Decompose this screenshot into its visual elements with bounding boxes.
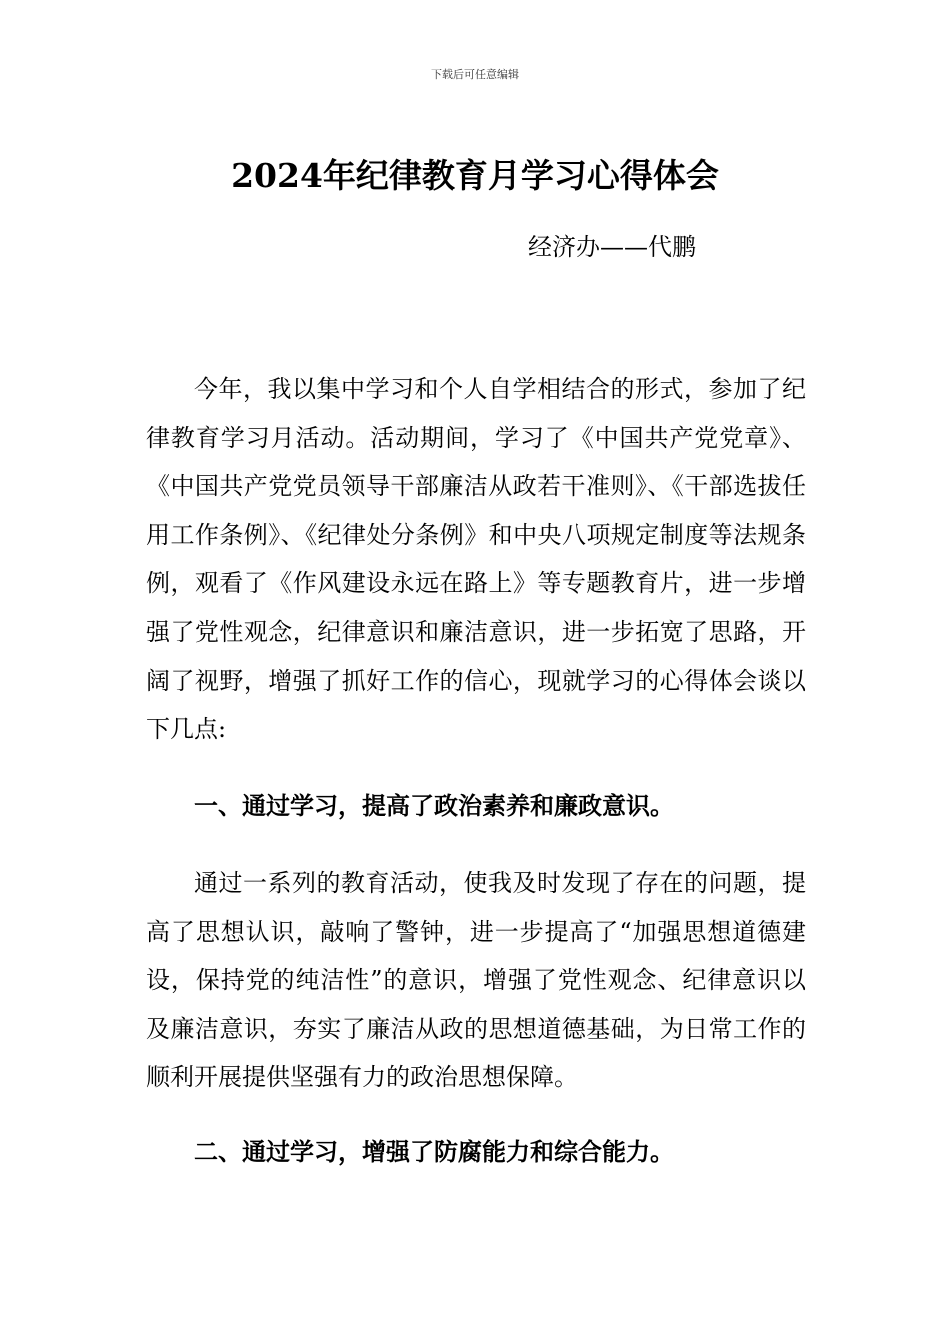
- paragraph-intro: 今年，我以集中学习和个人自学相结合的形式，参加了纪律教育学习月活动。活动期间，学习了《中国共产党党章》、《中国共产党党员领导干部廉洁从政若干准则》、《干部选拔任用工作条例》、《纪律处分条例》和中央八项规定制度等法规条例，观看了《作风建设永远在路上》等专题教育片，进一步增强了党性观念，纪律意识和廉洁意识，进一步拓宽了思路，开阔了视野，增强了抓好工作的信心，现就学习的心得体会谈以下几点:: [146, 375, 806, 744]
- section-heading-1: 一、通过学习，提高了政治素养和廉政意识。: [194, 791, 674, 820]
- paragraph-section-1: 通过一系列的教育活动，使我及时发现了存在的问题，提高了思想认识，敲响了警钟，进一步提高了“加强思想道德建设，保持党的纯洁性”的意识，增强了党性观念、纪律意识以及廉洁意识，夯实了廉洁从政的思想道德基础，为日常工作的顺利开展提供坚强有力的政治思想保障。: [146, 869, 806, 1092]
- section-heading-2: 二、通过学习，增强了防腐能力和综合能力。: [194, 1137, 674, 1166]
- document-title: 2024年纪律教育月学习心得体会: [231, 156, 719, 195]
- header-note: 下载后可任意编辑: [431, 68, 519, 81]
- author-line: 经济办——代鹏: [528, 233, 696, 261]
